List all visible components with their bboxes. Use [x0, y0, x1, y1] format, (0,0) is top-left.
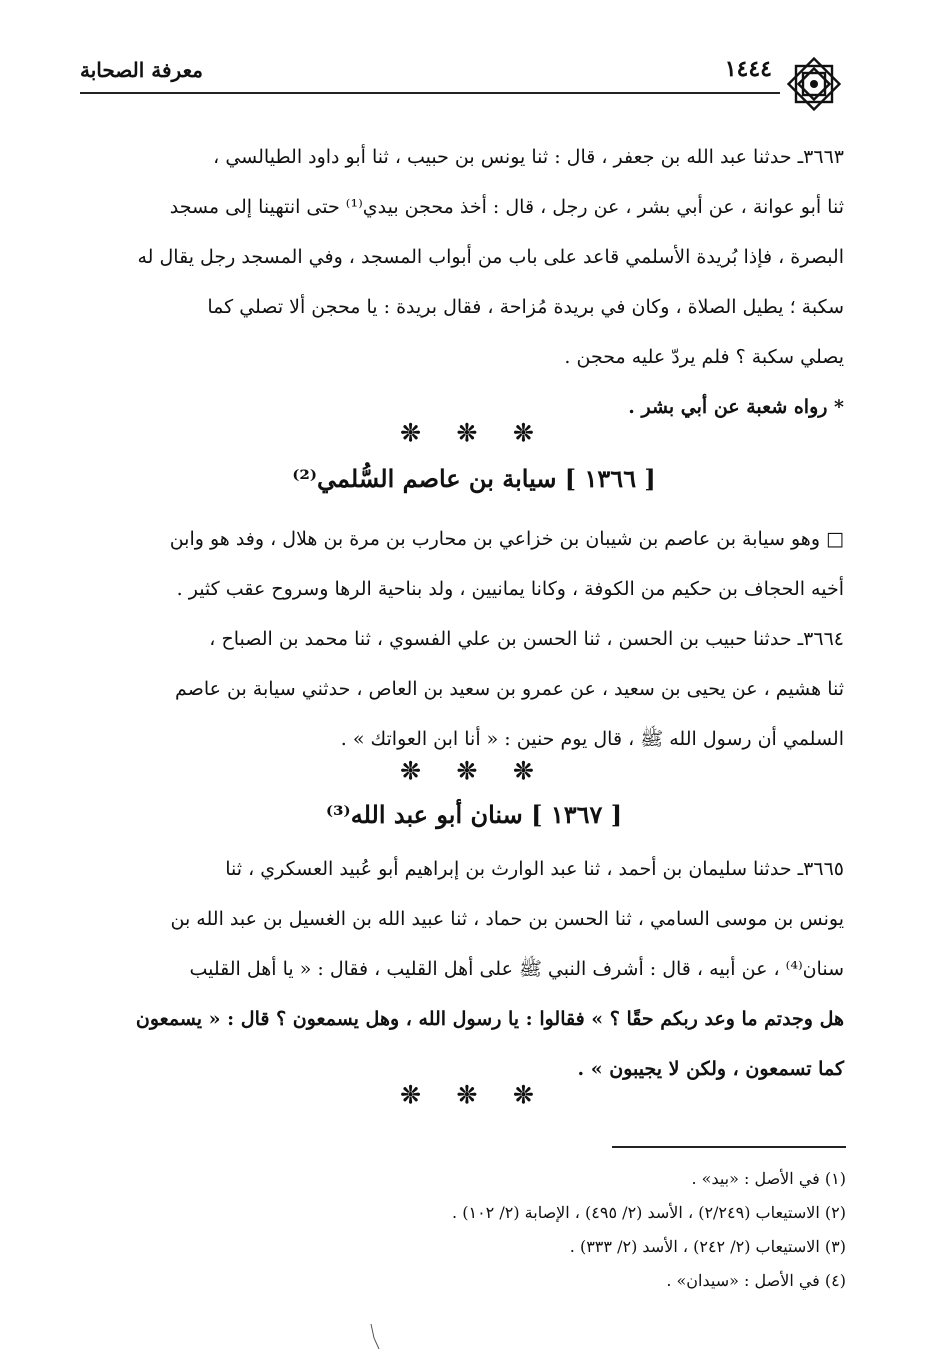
scan-mark [365, 1322, 385, 1352]
footnote: (١) في الأصل : «بيد» . [691, 1169, 846, 1188]
text-line: يونس بن موسى السامي ، ثنا الحسن بن حماد ، ثنا عبيد الله بن الغسيل بن عبد الله بن [170, 908, 844, 930]
islamic-star-ornament-icon [782, 52, 846, 116]
footnote: (٢) الاستيعاب (٢/٢٤٩) ، الأسد (٢/ ٤٩٥) ، الإصابة (٢/ ١٠٢) . [452, 1203, 846, 1222]
text-line: ٣٦٦٣ـ حدثنا عبد الله بن جعفر ، قال : ثنا يونس بن حبيب ، ثنا أبو داود الطيالسي ، [213, 146, 844, 168]
running-title: معرفة الصحابة [80, 58, 203, 82]
section-1367-body [82, 844, 844, 1094]
text-line: سكبة ؛ يطيل الصلاة ، وكان في بريدة مُزاحة ، فقال بريدة : يا محجن ألا تصلي كما [207, 296, 844, 318]
text-line: ٣٦٦٤ـ حدثنا حبيب بن الحسن ، ثنا الحسن بن علي الفسوي ، ثنا محمد بن الصباح ، [209, 628, 844, 650]
separator-stars: ❊ ❊ ❊ [400, 1080, 548, 1109]
footnotes [250, 1162, 846, 1298]
footnote: (٤) في الأصل : «سيدان» . [666, 1271, 846, 1290]
header-rule [80, 92, 780, 94]
section-title-1367: [ ١٣٦٧ ] سنان أبو عبد الله⁽³⁾ [325, 800, 623, 829]
separator-stars: ❊ ❊ ❊ [400, 418, 548, 447]
text-line: هل وجدتم ما وعد ربكم حقًا ؟ » فقالوا : يا رسول الله ، وهل يسمعون ؟ قال : « يسمعون [135, 1008, 844, 1030]
text-line: البصرة ، فإذا بُريدة الأسلمي قاعد على باب من أبواب المسجد ، وفي المسجد رجل يقال له [137, 246, 844, 268]
text-line: سنان⁽⁴⁾ ، عن أبيه ، قال : أشرف النبي ﷺ على أهل القليب ، فقال : « يا أهل القليب [189, 958, 844, 980]
text-line: السلمي أن رسول الله ﷺ ، قال يوم حنين : « أنا ابن العواتك » . [340, 728, 844, 750]
page-header [80, 52, 846, 104]
footnote-rule [612, 1146, 846, 1148]
intro-line: أخيه الحجاف بن حكيم من الكوفة ، وكانا يمانيين ، ولد بناحية الرها وسروح عقب كثير . [176, 578, 844, 600]
narration-note: * رواه شعبة عن أبي بشر . [628, 396, 844, 418]
text-line: ثنا هشيم ، عن يحيى بن سعيد ، عن عمرو بن سعيد بن العاص ، حدثني سيابة بن عاصم [175, 678, 844, 700]
separator-stars: ❊ ❊ ❊ [400, 756, 548, 785]
page-number: ١٤٤٤ [724, 56, 772, 82]
section-title-1366: [ ١٣٦٦ ] سيابة بن عاصم السُّلمي⁽²⁾ [292, 464, 656, 493]
text-line: ٣٦٦٥ـ حدثنا سليمان بن أحمد ، ثنا عبد الوارث بن إبراهيم أبو عُبيد العسكري ، ثنا [225, 858, 844, 880]
entry-3663 [82, 132, 844, 432]
text-line: كما تسمعون ، ولكن لا يجيبون » . [577, 1058, 844, 1080]
section-1366-body [82, 514, 844, 764]
footnote: (٣) الاستيعاب (٢/ ٢٤٢) ، الأسد (٢/ ٣٣٣) . [569, 1237, 846, 1256]
text-line: يصلي سكبة ؟ فلم يردّ عليه محجن . [564, 346, 844, 368]
intro-line: □ وهو سيابة بن عاصم بن شيبان بن خزاعي بن محارب بن مرة بن هلال ، وفد هو وابن [169, 528, 844, 550]
text-line: ثنا أبو عوانة ، عن أبي بشر ، عن رجل ، قال : أخذ محجن بيدي⁽¹⁾ حتى انتهينا إلى مسجد [169, 196, 844, 218]
